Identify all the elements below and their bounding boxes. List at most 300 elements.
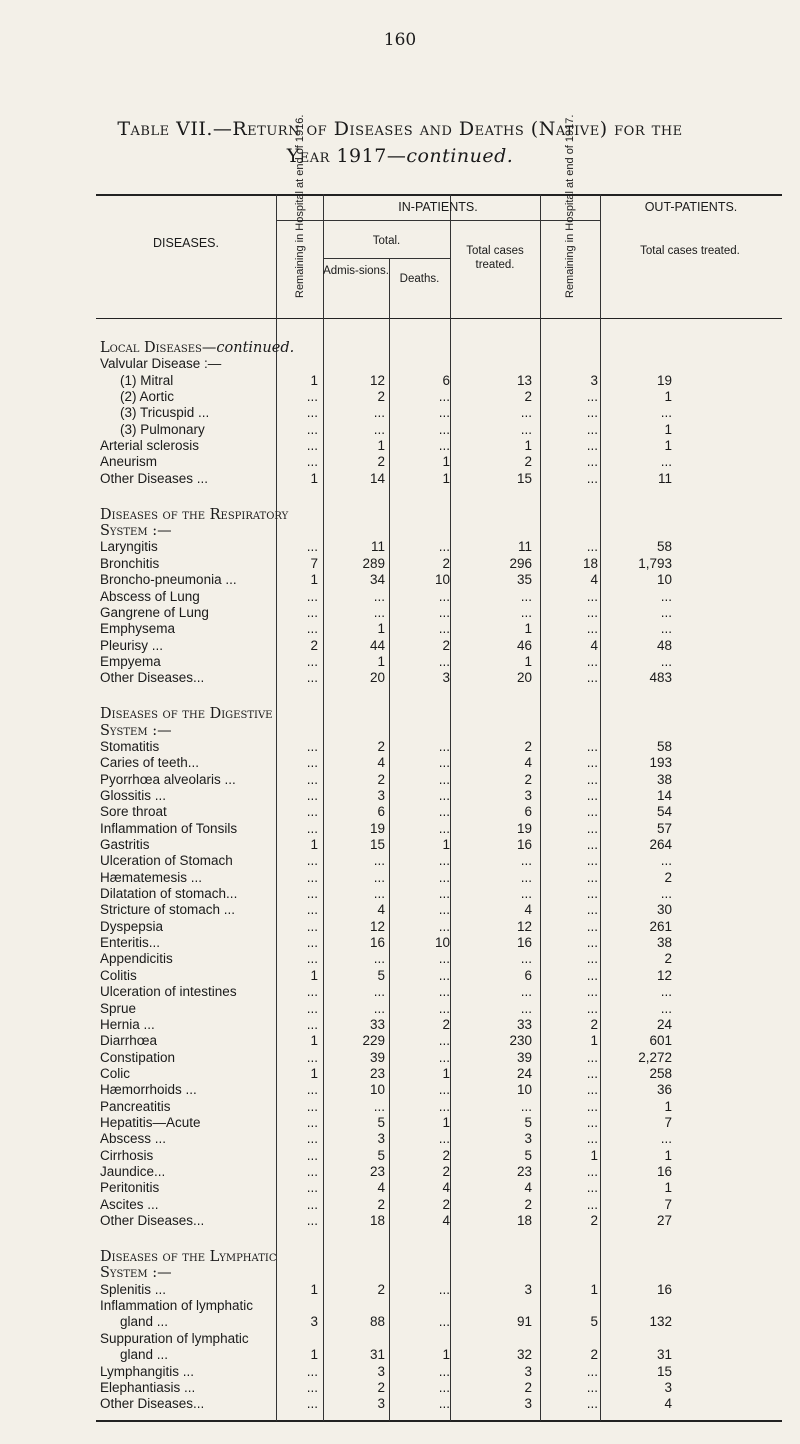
table-row [0, 968, 800, 984]
header-bottom-rule [96, 318, 782, 319]
cell: 6 [377, 804, 385, 820]
table-row [0, 1001, 800, 1017]
cell: 58 [656, 539, 672, 555]
row-label: Aneurism [100, 454, 158, 470]
cell: 1 [664, 1180, 672, 1196]
cell: ... [520, 1098, 532, 1114]
cell: 20 [516, 670, 532, 686]
cell: 12 [369, 918, 385, 934]
cell: ... [586, 1114, 598, 1130]
cell: ... [306, 454, 318, 470]
table-row [0, 1213, 800, 1229]
cell: 12 [656, 967, 672, 983]
cell: ... [586, 967, 598, 983]
cell: 3 [310, 1314, 318, 1330]
header-remaining-1917: Remaining in Hospital at end of 1917. [564, 114, 576, 298]
cell: ... [306, 918, 318, 934]
table-row [0, 772, 800, 788]
cell: 289 [362, 555, 385, 571]
cell: ... [520, 984, 532, 1000]
row-label: Diseases of the Digestive [100, 706, 273, 723]
cell: 1 [664, 421, 672, 437]
cell: 39 [369, 1049, 385, 1065]
row-label: Sore throat [100, 804, 167, 820]
row-label: Sprue [100, 1000, 137, 1016]
cell: 3 [524, 787, 532, 803]
cell: 2 [442, 1164, 450, 1180]
cell: 4 [377, 755, 385, 771]
cell: 15 [656, 1363, 672, 1379]
cell: ... [438, 853, 450, 869]
row-label: System :— [100, 722, 172, 739]
cell: 5 [377, 967, 385, 983]
cell: ... [306, 755, 318, 771]
cell: ... [586, 1379, 598, 1395]
cell: 5 [377, 1147, 385, 1163]
cell: 1 [310, 572, 318, 588]
row-label: Pyorrhœa alveolaris ... [100, 771, 236, 787]
cell: ... [306, 1213, 318, 1229]
cell: 16 [656, 1164, 672, 1180]
cell: 1 [377, 621, 385, 637]
cell: 23 [369, 1065, 385, 1081]
cell: ... [306, 853, 318, 869]
cell: ... [306, 670, 318, 686]
row-label: Colic [100, 1065, 131, 1081]
cell: ... [586, 820, 598, 836]
row-label: Stomatitis [100, 738, 160, 754]
cell: 5 [524, 1147, 532, 1163]
table-top-rule [96, 194, 782, 196]
cell: ... [438, 405, 450, 421]
cell: ... [306, 1131, 318, 1147]
cell: ... [306, 869, 318, 885]
cell: ... [438, 539, 450, 555]
row-label: Elephantiasis ... [100, 1379, 196, 1395]
cell: ... [586, 853, 598, 869]
cell: ... [438, 755, 450, 771]
cell: 2 [442, 637, 450, 653]
row-label: Abscess of Lung [100, 588, 200, 604]
row-label: (3) Tricuspid ... [120, 405, 210, 421]
cell: 16 [516, 837, 532, 853]
cell: ... [306, 1180, 318, 1196]
cell: 3 [664, 1379, 672, 1395]
cell: ... [438, 1281, 450, 1297]
cell: 4 [442, 1213, 450, 1229]
row-label: Hæmatemesis ... [100, 869, 203, 885]
cell: ... [660, 853, 672, 869]
cell: ... [373, 604, 385, 620]
cell: 132 [649, 1314, 672, 1330]
cell: 2,272 [638, 1049, 672, 1065]
row-label: Gastritis [100, 837, 150, 853]
table-row [0, 1050, 800, 1066]
cell: 10 [516, 1082, 532, 1098]
cell: ... [586, 771, 598, 787]
cell: 4 [590, 572, 598, 588]
cell: ... [438, 421, 450, 437]
cell: 1,793 [638, 555, 672, 571]
row-label: Ulceration of Stomach [100, 853, 233, 869]
cell: 24 [656, 1016, 672, 1032]
cell: 1 [310, 372, 318, 388]
row-label: Peritonitis [100, 1180, 160, 1196]
table-row [0, 902, 800, 918]
cell: ... [586, 918, 598, 934]
cell: 35 [516, 572, 532, 588]
row-label: Splenitis ... [100, 1281, 167, 1297]
cell: ... [438, 588, 450, 604]
cell: 1 [524, 653, 532, 669]
cell: 7 [664, 1196, 672, 1212]
cell: 1 [442, 1065, 450, 1081]
table-row [0, 821, 800, 837]
cell: ... [586, 604, 598, 620]
row-label: Hæmorrhoids ... [100, 1082, 197, 1098]
cell: ... [306, 1114, 318, 1130]
table-row [0, 886, 800, 902]
cell: 10 [434, 572, 450, 588]
header-remaining-1916: Remaining in Hospital at end of 1916. [294, 114, 306, 298]
cell: 2 [377, 454, 385, 470]
row-label: (2) Aortic [120, 389, 175, 405]
cell: 19 [516, 820, 532, 836]
cell: ... [306, 1098, 318, 1114]
cell: ... [306, 1147, 318, 1163]
cell: ... [306, 886, 318, 902]
cell: ... [586, 1065, 598, 1081]
cell: 2 [310, 637, 318, 653]
cell: ... [306, 588, 318, 604]
cell: ... [306, 984, 318, 1000]
cell: 38 [656, 771, 672, 787]
row-label: Diseases of the Respiratory [100, 506, 289, 523]
cell: ... [586, 738, 598, 754]
cell: ... [586, 405, 598, 421]
cell: 19 [369, 820, 385, 836]
cell: ... [438, 984, 450, 1000]
row-label: Dilatation of stomach... [100, 886, 238, 902]
cell: ... [438, 738, 450, 754]
header-diseases: DISEASES. [153, 236, 219, 250]
row-label: Hepatitis—Acute [100, 1114, 201, 1130]
cell: 3 [442, 670, 450, 686]
row-label: Other Diseases... [100, 670, 205, 686]
cell: 3 [590, 372, 598, 388]
cell: 2 [524, 389, 532, 405]
cell: ... [306, 771, 318, 787]
row-label: Other Diseases... [100, 1396, 205, 1412]
cell: ... [660, 405, 672, 421]
cell: 230 [509, 1033, 532, 1049]
table-row [0, 1099, 800, 1115]
row-label: Local Diseases—continued. [100, 340, 295, 356]
cell: 4 [377, 1180, 385, 1196]
cell: 5 [524, 1114, 532, 1130]
cell: ... [586, 935, 598, 951]
cell: 2 [590, 1016, 598, 1032]
cell: ... [306, 1000, 318, 1016]
cell: ... [586, 1131, 598, 1147]
cell: ... [438, 389, 450, 405]
section-heading [0, 723, 800, 739]
cell: 27 [656, 1213, 672, 1229]
cell: ... [438, 1396, 450, 1412]
cell: 5 [590, 1314, 598, 1330]
cell: ... [586, 653, 598, 669]
cell: 1 [664, 438, 672, 454]
cell: 39 [516, 1049, 532, 1065]
cell: ... [438, 787, 450, 803]
cell: 3 [377, 1131, 385, 1147]
cell: 18 [369, 1213, 385, 1229]
cell: ... [438, 1000, 450, 1016]
table-row [0, 870, 800, 886]
table-row [0, 1148, 800, 1164]
cell: 16 [369, 935, 385, 951]
cell: ... [586, 621, 598, 637]
row-label: Abscess ... [100, 1131, 167, 1147]
cell: 46 [516, 637, 532, 653]
cell: 2 [524, 454, 532, 470]
cell: 4 [377, 902, 385, 918]
cell: 483 [649, 670, 672, 686]
cell: ... [306, 1049, 318, 1065]
row-label: System :— [100, 1265, 172, 1282]
cell: 2 [442, 555, 450, 571]
section-heading [0, 1265, 800, 1281]
cell: ... [438, 902, 450, 918]
row-label: Pleurisy ... [100, 637, 164, 653]
cell: 10 [369, 1082, 385, 1098]
cell: 10 [434, 935, 450, 951]
cell: 2 [664, 869, 672, 885]
cell: ... [438, 1033, 450, 1049]
cell: ... [660, 886, 672, 902]
cell: ... [586, 1082, 598, 1098]
cell: 1 [310, 967, 318, 983]
table-row [0, 984, 800, 1000]
cell: ... [586, 539, 598, 555]
cell: 3 [377, 787, 385, 803]
cell: 4 [524, 755, 532, 771]
row-label: (3) Pulmonary [120, 421, 205, 437]
cell: ... [586, 951, 598, 967]
cell: ... [306, 405, 318, 421]
cell: ... [520, 853, 532, 869]
cell: ... [438, 886, 450, 902]
table-row [0, 422, 800, 438]
cell: 57 [656, 820, 672, 836]
table-row [0, 1380, 800, 1396]
cell: ... [306, 604, 318, 620]
cell: 31 [656, 1347, 672, 1363]
cell: 1 [524, 438, 532, 454]
cell: ... [586, 421, 598, 437]
table-bottom-rule [96, 1420, 782, 1422]
cell: ... [660, 604, 672, 620]
cell: ... [438, 804, 450, 820]
cell: 1 [664, 1147, 672, 1163]
group-heading [0, 356, 800, 372]
row-label-italic: continued. [216, 340, 295, 356]
cell: ... [438, 771, 450, 787]
cell: ... [586, 1396, 598, 1412]
cell: ... [586, 1049, 598, 1065]
cell: 23 [516, 1164, 532, 1180]
table-row [0, 556, 800, 572]
cell: 4 [524, 902, 532, 918]
cell: 48 [656, 637, 672, 653]
cell: ... [586, 438, 598, 454]
cell: 44 [369, 637, 385, 653]
cell: 1 [524, 621, 532, 637]
cell: ... [586, 869, 598, 885]
cell: 1 [310, 1065, 318, 1081]
cell: 24 [516, 1065, 532, 1081]
cell: ... [660, 588, 672, 604]
cell: ... [438, 438, 450, 454]
row-label: Enteritis... [100, 935, 161, 951]
cell: 1 [442, 1114, 450, 1130]
cell: ... [520, 421, 532, 437]
cell: 54 [656, 804, 672, 820]
table-row [0, 405, 800, 421]
cell: 258 [649, 1065, 672, 1081]
cell: 13 [516, 372, 532, 388]
cell: ... [586, 1180, 598, 1196]
table-row [0, 935, 800, 951]
title-year: Year 1917— [286, 145, 407, 167]
table-title-line2 [0, 145, 800, 167]
header-deaths: Deaths. [399, 273, 440, 285]
cell: ... [438, 621, 450, 637]
cell: 261 [649, 918, 672, 934]
cell: ... [586, 984, 598, 1000]
table-row [0, 1180, 800, 1196]
cell: ... [306, 951, 318, 967]
cell: 36 [656, 1082, 672, 1098]
row-label: Empyema [100, 653, 161, 669]
cell: ... [438, 869, 450, 885]
cell: ... [306, 438, 318, 454]
cell: 1 [377, 438, 385, 454]
table-row [0, 670, 800, 686]
cell: 1 [310, 1033, 318, 1049]
cell: 193 [649, 755, 672, 771]
group-heading [0, 1298, 800, 1314]
cell: 14 [656, 787, 672, 803]
row-label: Arterial sclerosis [100, 438, 200, 454]
cell: ... [306, 421, 318, 437]
cell: ... [586, 837, 598, 853]
table-row [0, 739, 800, 755]
cell: 1 [442, 837, 450, 853]
cell: ... [438, 1314, 450, 1330]
cell: 2 [442, 1196, 450, 1212]
cell: ... [586, 1196, 598, 1212]
cell: 18 [582, 555, 598, 571]
row-label: Glossitis ... [100, 787, 167, 803]
cell: ... [660, 454, 672, 470]
table-row [0, 389, 800, 405]
cell: 34 [369, 572, 385, 588]
cell: 1 [310, 1347, 318, 1363]
cell: 15 [516, 470, 532, 486]
cell: ... [586, 1363, 598, 1379]
cell: ... [438, 1379, 450, 1395]
table-row [0, 755, 800, 771]
table-row [0, 373, 800, 389]
cell: 2 [377, 1281, 385, 1297]
cell: 2 [664, 951, 672, 967]
cell: 2 [442, 1016, 450, 1032]
cell: 2 [524, 1379, 532, 1395]
cell: ... [660, 621, 672, 637]
cell: ... [520, 604, 532, 620]
cell: ... [586, 1000, 598, 1016]
cell: 4 [590, 637, 598, 653]
cell: 19 [656, 372, 672, 388]
header-out-total-cases: Total cases treated. [640, 245, 740, 257]
cell: ... [586, 389, 598, 405]
cell: ... [660, 1131, 672, 1147]
table-row [0, 638, 800, 654]
cell: ... [306, 820, 318, 836]
cell: ... [306, 1363, 318, 1379]
row-label: Diseases of the Lymphatic [100, 1249, 277, 1266]
cell: 1 [664, 1098, 672, 1114]
table-row [0, 919, 800, 935]
table-row [0, 1364, 800, 1380]
cell: ... [660, 653, 672, 669]
section-heading [0, 523, 800, 539]
cell: 12 [516, 918, 532, 934]
group-heading [0, 1331, 800, 1347]
in-patients-rule [276, 220, 600, 221]
row-label: Pancreatitis [100, 1098, 171, 1114]
cell: ... [306, 389, 318, 405]
cell: ... [306, 1082, 318, 1098]
cell: ... [306, 1396, 318, 1412]
cell: 10 [656, 572, 672, 588]
row-label: Broncho-pneumonia ... [100, 572, 237, 588]
table-row [0, 837, 800, 853]
table-row [0, 1396, 800, 1412]
cell: 15 [369, 837, 385, 853]
cell: ... [438, 653, 450, 669]
row-label: Suppuration of lymphatic [100, 1330, 249, 1346]
cell: 33 [516, 1016, 532, 1032]
cell: 38 [656, 935, 672, 951]
table-row [0, 454, 800, 470]
table-row [0, 1131, 800, 1147]
cell: ... [586, 588, 598, 604]
table-row [0, 605, 800, 621]
row-label: Lymphangitis ... [100, 1363, 195, 1379]
cell: ... [438, 1098, 450, 1114]
cell: ... [373, 853, 385, 869]
cell: ... [373, 1000, 385, 1016]
table-row [0, 1066, 800, 1082]
cell: 11 [370, 539, 385, 555]
cell: 2 [442, 1147, 450, 1163]
table-row [0, 1164, 800, 1180]
cell: 30 [656, 902, 672, 918]
table-row [0, 1197, 800, 1213]
cell: ... [520, 405, 532, 421]
